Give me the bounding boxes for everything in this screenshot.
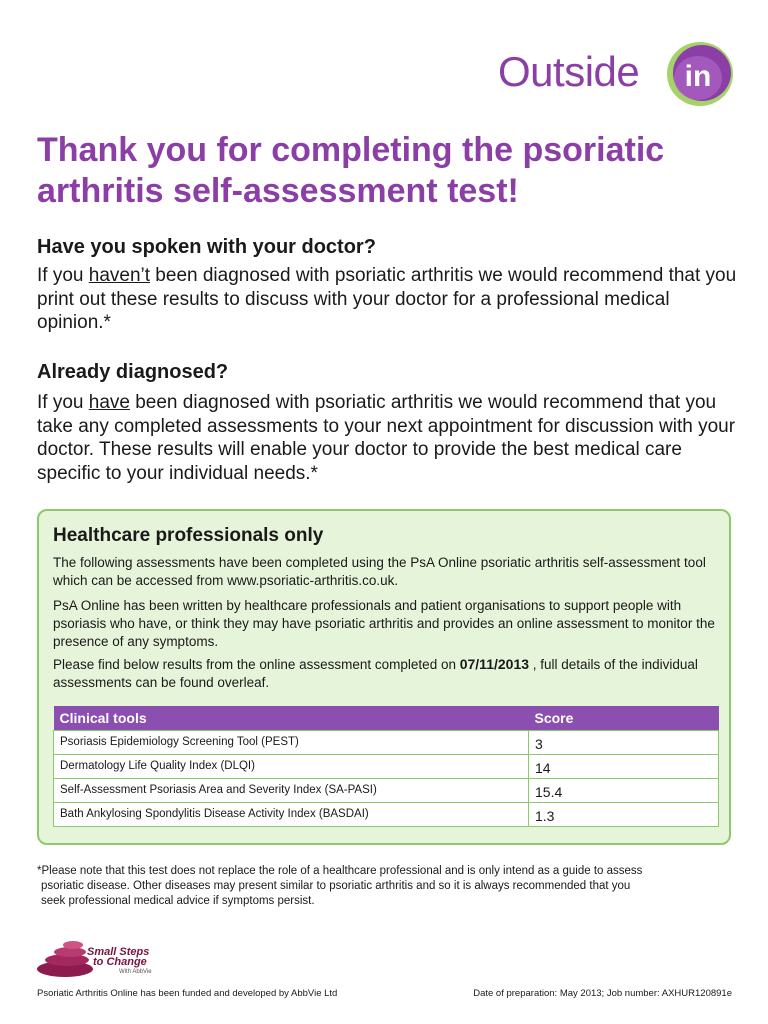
- ssc-subtext: With AbbVie: [119, 969, 152, 975]
- page-title: Thank you for completing the psoriatic arthritis self-assessment test!: [37, 131, 665, 210]
- logo-in-text: in: [684, 60, 712, 93]
- ssc-text: [87, 947, 149, 967]
- col-header-clinical-tools: Clinical tools: [54, 706, 529, 730]
- table-row: [54, 802, 719, 826]
- footnote-line-3: seek professional medical advice if symptoms persist.: [41, 895, 315, 907]
- doctor-text-after: been diagnosed with psoriatic arthritis we would recommend that you print out these results to discuss with your doctor for a professional medical opinion.*: [37, 265, 737, 333]
- logo-text: Outside: [498, 48, 640, 95]
- hcp-paragraph-3: [53, 655, 719, 692]
- doctor-paragraph: [37, 264, 737, 335]
- clinical-tools-table: [53, 706, 719, 827]
- table-header-row: [54, 706, 719, 730]
- disclaimer-footnote: [37, 864, 737, 909]
- ssc-line-2: to Change: [93, 956, 147, 968]
- hcp-p3-after: , full details of the individual assessments can be found overleaf.: [53, 657, 698, 690]
- ssc-line-1: Small Steps: [87, 946, 150, 958]
- footnote-line-2: psoriatic disease. Other diseases may present similar to psoriatic arthritis and so it is always recommended that you: [41, 880, 631, 892]
- tool-score: 14: [529, 754, 719, 778]
- footer-funding-note: Psoriatic Arthritis Online has been funded and developed by AbbVie Ltd: [37, 988, 338, 999]
- logo-circle-icon: [664, 38, 736, 110]
- tool-name: Psoriasis Epidemiology Screening Tool (PEST): [54, 730, 529, 754]
- tool-score: 3: [529, 730, 719, 754]
- tool-name: Self-Assessment Psoriasis Area and Severity Index (SA-PASI): [54, 778, 529, 802]
- tool-score: 1.3: [529, 802, 719, 826]
- hcp-paragraph-2: PsA Online has been written by healthcare professionals and patient organisations to support people with psoriasis who have, or think they may have psoriatic arthritis and provides an online assessment to monitor the presence of any symptoms.: [53, 598, 715, 649]
- table-row: [54, 778, 719, 802]
- col-header-score: Score: [529, 706, 719, 730]
- diagnosed-paragraph: [37, 391, 737, 485]
- doctor-text-before: If you: [37, 265, 89, 286]
- diagnosed-underlined: have: [88, 392, 130, 413]
- hcp-paragraph-1: The following assessments have been completed using the PsA Online psoriatic arthritis self-assessment tool which can be accessed from www.psoriatic-arthritis.co.uk.: [53, 555, 706, 588]
- diagnosed-text-before: If you: [37, 392, 89, 413]
- tool-score: 15.4: [529, 778, 719, 802]
- table-row: [54, 730, 719, 754]
- table-row: [54, 754, 719, 778]
- tool-name: Dermatology Life Quality Index (DLQI): [54, 754, 529, 778]
- diagnosed-heading: Already diagnosed?: [37, 361, 229, 383]
- small-steps-to-change-logo: [37, 935, 167, 980]
- hcp-heading: Healthcare professionals only: [53, 525, 324, 546]
- footnote-line-1: *Please note that this test does not replace the role of a healthcare professional and is only intend as a guide to assess: [37, 865, 643, 877]
- doctor-underlined: haven’t: [88, 265, 151, 286]
- assessment-date: 07/11/2013: [459, 656, 530, 672]
- footer-job-number: Date of preparation: May 2013; Job number: AXHUR120891e: [473, 988, 732, 999]
- doctor-heading: Have you spoken with your doctor?: [37, 236, 376, 258]
- healthcare-professionals-box: [37, 509, 731, 845]
- hcp-p3-before: Please find below results from the online assessment completed on: [53, 657, 460, 672]
- diagnosed-text-after: been diagnosed with psoriatic arthritis we would recommend that you take any completed assessments to your next appointment for discussion with your doctor. These results will enable your doctor to provide the best medical care specific to your individual needs.*: [37, 392, 736, 484]
- outside-in-logo: [498, 34, 738, 114]
- tool-name: Bath Ankylosing Spondylitis Disease Activity Index (BASDAI): [54, 802, 529, 826]
